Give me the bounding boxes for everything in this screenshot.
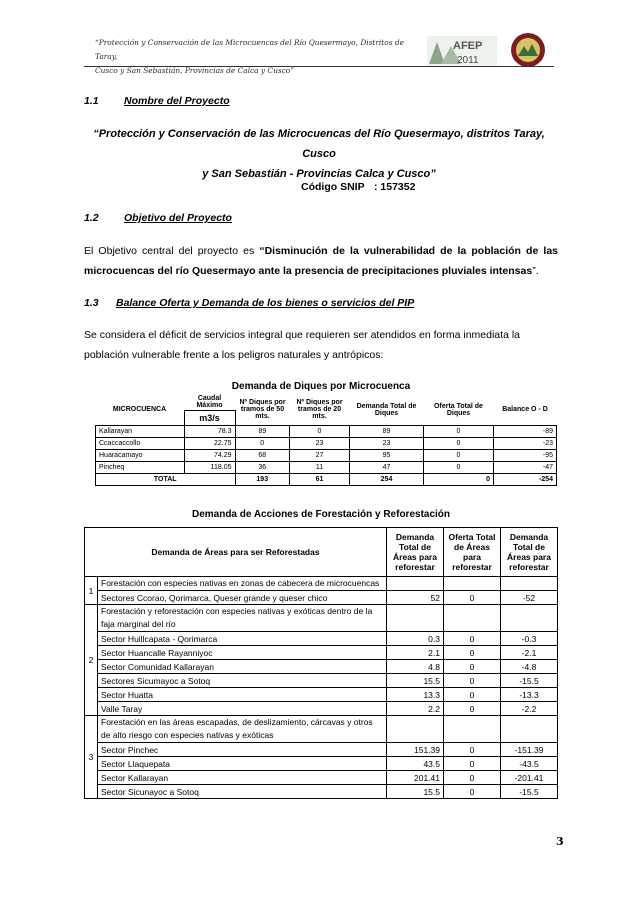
table-cell: 89: [350, 426, 424, 438]
table-cell: 0: [444, 660, 501, 674]
col-oferta: Oferta Total de Áreas para reforestar: [444, 528, 501, 577]
empty-cell: [444, 605, 501, 632]
header-divider: [84, 66, 554, 67]
table-cell: 0: [444, 757, 501, 771]
table1-body: [96, 426, 557, 486]
table-row: [96, 426, 557, 438]
table-cell: Sector Llaquepata: [98, 757, 387, 771]
col-balance: Balance O - D: [502, 406, 548, 413]
institution-seal-icon: [510, 32, 546, 68]
table-cell: Valle Taray: [98, 702, 387, 716]
table1-title: Demanda de Diques por Microcuenca: [231, 381, 411, 392]
table-row: [85, 771, 558, 785]
table-cell: 11: [290, 462, 350, 474]
table-cell: 15.5: [387, 674, 444, 688]
table-cell: 0: [235, 438, 290, 450]
table-cell: -52: [501, 591, 558, 605]
table-cell: 78.3: [184, 426, 235, 438]
table-cell: -15.5: [501, 674, 558, 688]
table-cell: -151.39: [501, 743, 558, 757]
table-cell: Forestación en las áreas escapadas, de deslizamiento, cárcavas y otros de alto riesgo con especies nativas y exóticas: [98, 716, 387, 743]
objective-post: ”.: [532, 265, 539, 277]
table2-title: Demanda de Acciones de Forestación y Reforestación: [191, 509, 451, 520]
table-cell: 13.3: [387, 688, 444, 702]
table-cell: -47: [494, 462, 557, 474]
table-cell: 15.5: [387, 785, 444, 799]
table-cell: 2.1: [387, 646, 444, 660]
table-cell: 61: [290, 474, 350, 486]
table-cell: Sector Huillcapata - Qorimarca: [98, 632, 387, 646]
section-1-1-heading: [84, 95, 554, 109]
objective-bold-2: microcuencas del río Quesermayo ante la presencia de precipitaciones pluviales intensas: [84, 265, 533, 277]
section-1-2-heading: [84, 212, 554, 226]
empty-cell: [501, 577, 558, 591]
section-number: 1.2: [84, 212, 99, 224]
table-cell: 0: [444, 771, 501, 785]
table-cell: 23: [290, 438, 350, 450]
objective-paragraph: [84, 241, 558, 281]
snip-label: Código SNIP: [301, 181, 365, 193]
empty-cell: [501, 716, 558, 743]
table-cell: Forestación y reforestación con especies nativas y exóticas dentro de la faja marginal del río: [98, 605, 387, 632]
table-cell: Sector Huancalle Rayanniyoc: [98, 646, 387, 660]
table-cell: Sector Huatta: [98, 688, 387, 702]
table-cell: 0: [444, 688, 501, 702]
col-d50: Nº Diques por tramos de 50 mts.: [239, 399, 286, 420]
header-line-2: Cusco y San Sebastián, Provincias de Calca y Cusco”: [95, 66, 294, 75]
table-cell: 43.5: [387, 757, 444, 771]
deficit-paragraph: [84, 325, 558, 365]
deficit-line-2: población vulnerable frente a los peligros naturales y antrópicos:: [84, 349, 384, 361]
table-cell: Sectores Ccorao, Qorimarca, Queser grande y queser chico: [98, 591, 387, 605]
table-row: [96, 438, 557, 450]
table-cell: -2.2: [501, 702, 558, 716]
table-cell: 0: [444, 632, 501, 646]
table-row: [85, 674, 558, 688]
table-row: [85, 660, 558, 674]
table-row: [85, 785, 558, 799]
table-cell: 0: [424, 426, 494, 438]
table-cell: Sector Sicunayoc a Sotoq: [98, 785, 387, 799]
table-cell: 151.39: [387, 743, 444, 757]
reforestation-table: [84, 527, 558, 799]
table-cell: 0: [444, 743, 501, 757]
table-cell: Sectores Sicumayoc a Sotoq: [98, 674, 387, 688]
table2-body: [85, 577, 558, 799]
section-number: 1.3: [84, 297, 99, 309]
table-cell: -13.3: [501, 688, 558, 702]
table-cell: 0: [424, 450, 494, 462]
table-cell: Forestación con especies nativas en zonas de cabecera de microcuencas: [98, 577, 387, 591]
section-title: Objetivo del Proyecto: [124, 212, 232, 224]
col-unit: m3/s: [184, 411, 235, 426]
table-cell: 0: [444, 646, 501, 660]
table-cell: 4.8: [387, 660, 444, 674]
col-demanda: Demanda Total de Diques: [356, 402, 417, 417]
table-cell: -4.8: [501, 660, 558, 674]
col-area: Demanda de Áreas para ser Reforestadas: [85, 528, 387, 577]
table-row: [85, 702, 558, 716]
table-cell: 0: [444, 674, 501, 688]
project-name: [84, 124, 554, 184]
page-number: 3: [556, 835, 564, 848]
table-cell: 0: [290, 426, 350, 438]
table-cell: 2.2: [387, 702, 444, 716]
table-cell: TOTAL: [96, 474, 236, 486]
table-header-row: [85, 528, 558, 577]
table-cell: 23: [350, 438, 424, 450]
table-cell: Sector Comunidad Kallarayan: [98, 660, 387, 674]
table-cell: Ccaccaccollo: [96, 438, 185, 450]
table-cell: 3: [85, 716, 98, 799]
table-cell: -15.5: [501, 785, 558, 799]
empty-cell: [444, 577, 501, 591]
table-cell: 0: [444, 702, 501, 716]
table-row: [85, 646, 558, 660]
col-micro: MICROCUENCA: [112, 406, 167, 413]
table-cell: -95: [494, 450, 557, 462]
table-cell: -201.41: [501, 771, 558, 785]
table-cell: 22.75: [184, 438, 235, 450]
table-cell: 0: [444, 785, 501, 799]
empty-cell: [501, 605, 558, 632]
table-cell: 118.05: [184, 462, 235, 474]
table-cell: 0: [424, 438, 494, 450]
group-row: [85, 605, 558, 632]
table-total-row: [96, 474, 557, 486]
table-cell: 89: [235, 426, 290, 438]
col-d20: Nº Diques por tramos de 20 mts.: [296, 399, 343, 420]
section-number: 1.1: [84, 95, 99, 107]
table-cell: 1: [85, 577, 98, 605]
table-cell: 47: [350, 462, 424, 474]
dikes-table: [95, 394, 557, 486]
empty-cell: [444, 716, 501, 743]
table-row: [85, 688, 558, 702]
col-caudal: Caudal Máximo: [196, 395, 223, 409]
table-row: [85, 591, 558, 605]
table-cell: -2.1: [501, 646, 558, 660]
empty-cell: [387, 605, 444, 632]
project-name-line-2: y San Sebastián - Provincias Calca y Cusco”: [202, 168, 436, 180]
table-cell: Pincheq: [96, 462, 185, 474]
table-row: [96, 462, 557, 474]
table-cell: 36: [235, 462, 290, 474]
table-cell: 201.41: [387, 771, 444, 785]
section-title: Balance Oferta y Demanda de los bienes o servicios del PIP: [116, 297, 415, 309]
table-cell: 27: [290, 450, 350, 462]
table-row: [85, 632, 558, 646]
table-cell: 68: [235, 450, 290, 462]
group-row: [85, 716, 558, 743]
table-cell: -254: [494, 474, 557, 486]
table-cell: 95: [350, 450, 424, 462]
col-balance: Demanda Total de Áreas para reforestar: [501, 528, 558, 577]
table-cell: 0: [424, 474, 494, 486]
header-line-1: “Protección y Conservación de las Microcuencas del Río Quesermayo, Distritos de Taray,: [95, 38, 404, 61]
snip-value: : 157352: [374, 181, 416, 193]
table-row: [96, 450, 557, 462]
table-cell: Sector Pinchec: [98, 743, 387, 757]
table-cell: 0: [424, 462, 494, 474]
table-cell: 254: [350, 474, 424, 486]
table-cell: Huaracamayo: [96, 450, 185, 462]
table-header-row: [96, 394, 557, 411]
table-cell: 52: [387, 591, 444, 605]
logo-text-afep: AFEP: [453, 40, 483, 52]
table-cell: 2: [85, 605, 98, 716]
col-demanda: Demanda Total de Áreas para reforestar: [387, 528, 444, 577]
table-row: [85, 757, 558, 771]
table-cell: -43.5: [501, 757, 558, 771]
col-oferta: Oferta Total de Diques: [434, 402, 483, 417]
table-cell: 74.29: [184, 450, 235, 462]
table-cell: -89: [494, 426, 557, 438]
table-cell: -0.3: [501, 632, 558, 646]
afep-logo: [427, 36, 497, 66]
group-row: [85, 577, 558, 591]
table-cell: Kallarayan: [96, 426, 185, 438]
table-cell: 193: [235, 474, 290, 486]
project-name-line-1: “Protección y Conservación de las Microcuencas del Río Quesermayo, distritos Taray, Cusco: [93, 128, 545, 160]
objective-bold-1: “Disminución de la vulnerabilidad de la población de las: [259, 245, 558, 257]
section-1-3-heading: [84, 297, 554, 311]
objective-pre: El Objetivo central del proyecto es: [84, 245, 260, 257]
table-row: [85, 743, 558, 757]
logo-text-year: 2011: [457, 55, 479, 66]
table-cell: 0: [444, 591, 501, 605]
empty-cell: [387, 716, 444, 743]
running-header: [95, 36, 425, 78]
section-title: Nombre del Proyecto: [124, 95, 230, 107]
table-cell: -23: [494, 438, 557, 450]
table-cell: Sector Kallarayan: [98, 771, 387, 785]
deficit-line-1: Se considera el déficit de servicios integral que requieren ser atendidos en forma inmediata la: [84, 329, 520, 341]
empty-cell: [387, 577, 444, 591]
table-cell: 0.3: [387, 632, 444, 646]
